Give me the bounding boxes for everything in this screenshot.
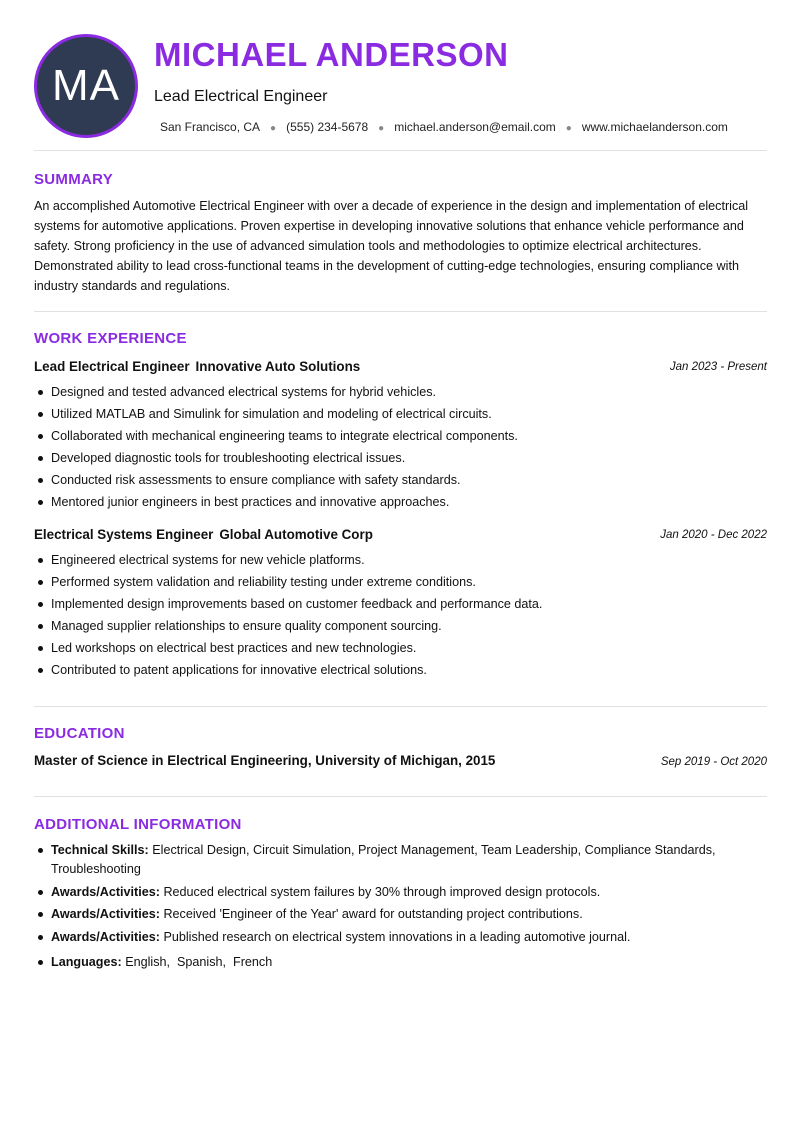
- list-item: Designed and tested advanced electrical systems for hybrid vehicles.: [51, 381, 761, 403]
- list-item: [51, 883, 771, 902]
- section-divider: [34, 706, 767, 707]
- list-item: [51, 928, 771, 947]
- list-item: Developed diagnostic tools for troubleshooting electrical issues.: [51, 447, 761, 469]
- contact-phone: (555) 234-5678: [286, 120, 369, 134]
- job-dates: Jan 2023 - Present: [669, 361, 767, 373]
- section-divider: [34, 311, 767, 312]
- candidate-name: MICHAEL ANDERSON: [154, 36, 509, 73]
- job-dates: Jan 2020 - Dec 2022: [660, 529, 767, 541]
- item-text: Received 'Engineer of the Year' award for outstanding project contributions.: [163, 907, 583, 921]
- list-item: Implemented design improvements based on customer feedback and performance data.: [51, 593, 761, 615]
- job-company: Global Automotive Corp: [219, 527, 373, 542]
- item-label: Awards/Activities:: [51, 884, 160, 899]
- item-label: Technical Skills:: [51, 843, 149, 857]
- contact-website[interactable]: www.michaelanderson.com: [581, 120, 728, 134]
- item-label: Awards/Activities:: [51, 907, 160, 921]
- job-header: [34, 359, 767, 374]
- contact-line: [160, 120, 728, 134]
- avatar: [34, 34, 138, 138]
- job-header: [34, 527, 767, 542]
- contact-email[interactable]: michael.anderson@email.com: [394, 120, 556, 134]
- list-item: Utilized MATLAB and Simulink for simulation and modeling of electrical circuits.: [51, 403, 761, 425]
- summary-heading: SUMMARY: [34, 171, 114, 188]
- item-text: English, Spanish, French: [125, 954, 273, 969]
- summary-text: An accomplished Automotive Electrical Engineer with over a decade of experience in the design and implementation of electrical systems for automotive applications. Proven expertise in developing innovative solutions that enhance vehicle performance and safety. Strong proficiency in the use of advanced simulation tools and methodologies to optimize electrical architectures. Demonstrated ability to lead cross-functional teams in the development of cutting-edge technologies, ensuring compliance with industry standards and regulations.: [34, 199, 749, 293]
- experience-heading: WORK EXPERIENCE: [34, 330, 187, 347]
- job-role: Lead Electrical Engineer: [34, 359, 190, 374]
- separator-dot-icon: ●: [270, 123, 277, 134]
- job-bullets: [34, 549, 761, 681]
- candidate-title: Lead Electrical Engineer: [154, 88, 328, 105]
- list-item: [51, 841, 771, 879]
- section-divider: [34, 150, 767, 151]
- item-text: Published research on electrical system innovations in a leading automotive journal.: [163, 929, 631, 944]
- education-dates: Sep 2019 - Oct 2020: [660, 756, 767, 768]
- job-role: Electrical Systems Engineer: [34, 527, 214, 542]
- contact-location: San Francisco, CA: [160, 120, 261, 134]
- separator-dot-icon: ●: [565, 123, 572, 134]
- item-text: Reduced electrical system failures by 30% through improved design protocols.: [163, 884, 601, 899]
- job-bullets: [34, 381, 761, 513]
- item-label: Languages:: [51, 954, 122, 969]
- list-item: Performed system validation and reliability testing under extreme conditions.: [51, 571, 761, 593]
- list-item: Led workshops on electrical best practices and new technologies.: [51, 637, 761, 659]
- additional-list: [34, 841, 771, 975]
- education-degree: Master of Science in Electrical Engineering, University of Michigan, 2015: [34, 753, 496, 768]
- avatar-initials: MA: [52, 61, 120, 110]
- list-item: Managed supplier relationships to ensure quality component sourcing.: [51, 615, 761, 637]
- list-item: [51, 953, 771, 972]
- list-item: Conducted risk assessments to ensure compliance with safety standards.: [51, 469, 761, 491]
- list-item: [51, 905, 771, 924]
- list-item: Contributed to patent applications for innovative electrical solutions.: [51, 659, 761, 681]
- list-item: Engineered electrical systems for new vehicle platforms.: [51, 549, 761, 571]
- list-item: Collaborated with mechanical engineering teams to integrate electrical components.: [51, 425, 761, 447]
- item-label: Awards/Activities:: [51, 929, 160, 944]
- list-item: Mentored junior engineers in best practices and innovative approaches.: [51, 491, 761, 513]
- job-company: Innovative Auto Solutions: [195, 359, 361, 374]
- education-heading: EDUCATION: [34, 725, 125, 742]
- section-divider: [34, 796, 767, 797]
- additional-heading: ADDITIONAL INFORMATION: [34, 816, 242, 833]
- separator-dot-icon: ●: [378, 123, 385, 134]
- item-text: Electrical Design, Circuit Simulation, Project Management, Team Leadership, Compliance Standards, Troubleshooting: [51, 843, 716, 876]
